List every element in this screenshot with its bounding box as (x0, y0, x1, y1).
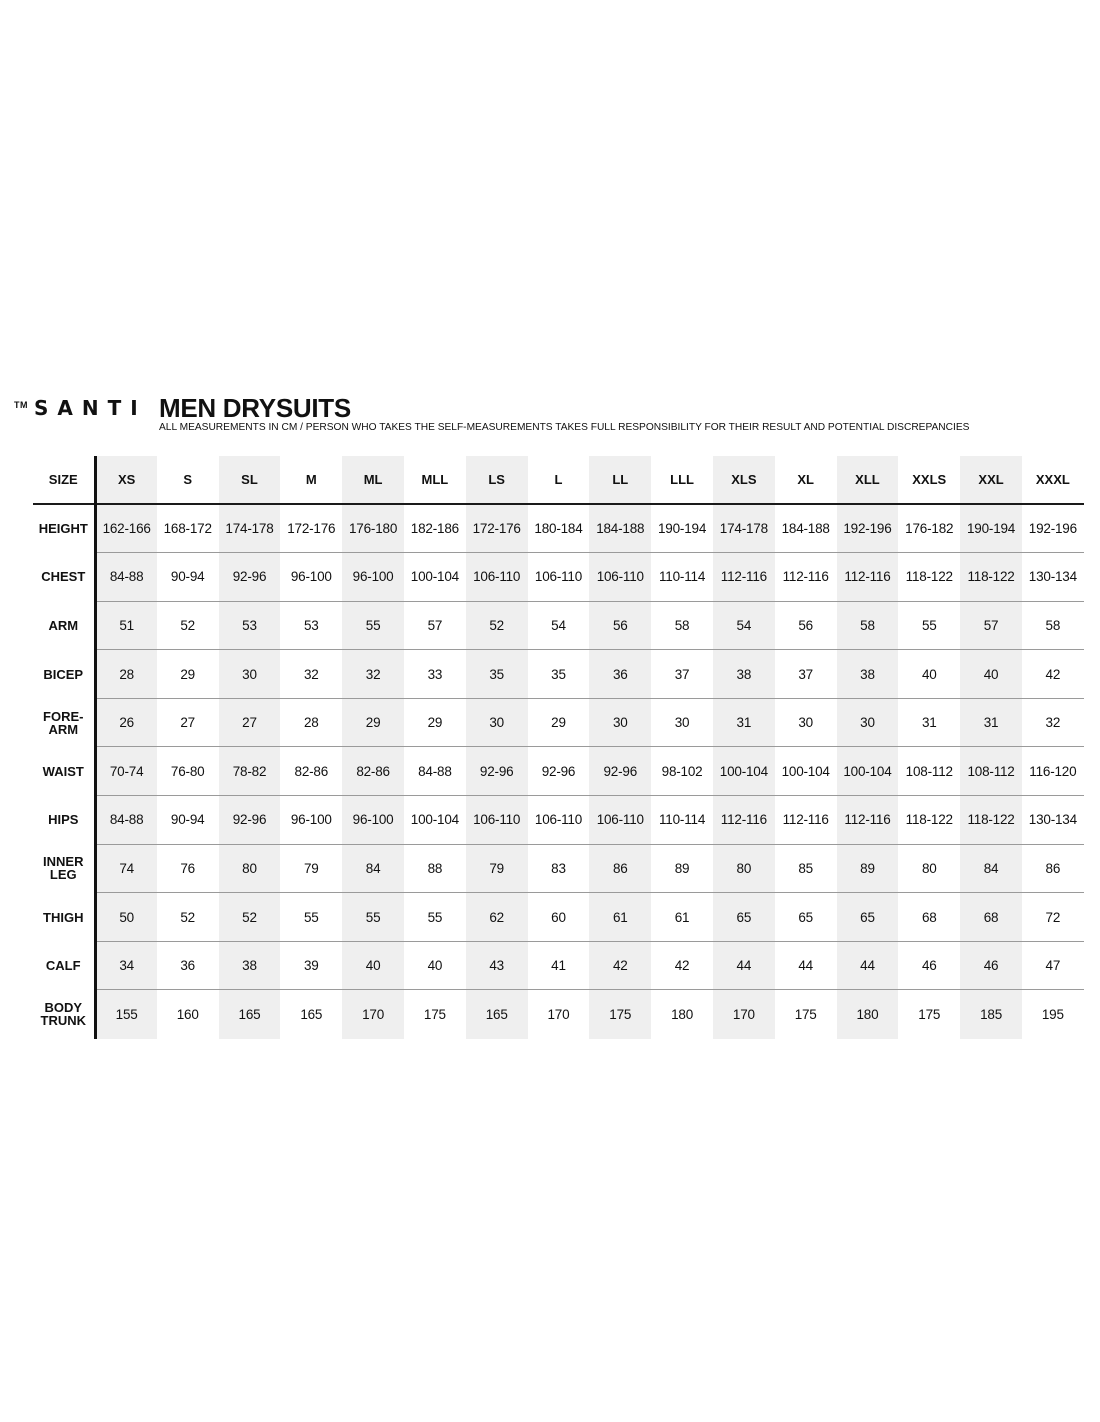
measurement-value: 29 (342, 698, 404, 747)
measurement-value: 29 (404, 698, 466, 747)
measurement-value: 184-188 (775, 504, 837, 553)
measurement-value: 52 (466, 601, 528, 650)
measurement-value: 42 (1022, 650, 1084, 699)
measurement-value: 112-116 (837, 796, 899, 845)
measurement-label: WAIST (33, 747, 95, 796)
measurement-value: 84 (342, 844, 404, 893)
measurement-row-calf (33, 941, 1084, 990)
measurement-value: 118-122 (898, 553, 960, 602)
measurement-value: 37 (651, 650, 713, 699)
measurement-value: 72 (1022, 893, 1084, 942)
measurement-value: 74 (95, 844, 157, 893)
measurement-value: 83 (528, 844, 590, 893)
measurement-value: 27 (157, 698, 219, 747)
measurement-value: 60 (528, 893, 590, 942)
size-header-lll: LLL (651, 456, 713, 504)
size-header-xxxl: XXXL (1022, 456, 1084, 504)
measurement-value: 54 (713, 601, 775, 650)
measurement-value: 52 (157, 601, 219, 650)
measurement-label: INNER LEG (33, 844, 95, 893)
measurement-value: 50 (95, 893, 157, 942)
measurement-value: 184-188 (589, 504, 651, 553)
measurement-row-arm (33, 601, 1084, 650)
measurement-value: 130-134 (1022, 796, 1084, 845)
measurement-value: 29 (157, 650, 219, 699)
size-header-xxl: XXL (960, 456, 1022, 504)
measurement-value: 165 (219, 990, 281, 1039)
measurement-value: 100-104 (837, 747, 899, 796)
measurement-value: 90-94 (157, 796, 219, 845)
measurement-value: 54 (528, 601, 590, 650)
measurement-value: 168-172 (157, 504, 219, 553)
measurement-value: 98-102 (651, 747, 713, 796)
measurement-value: 68 (898, 893, 960, 942)
measurement-label: CHEST (33, 553, 95, 602)
measurement-value: 96-100 (280, 553, 342, 602)
measurement-value: 53 (219, 601, 281, 650)
measurement-value: 172-176 (466, 504, 528, 553)
measurement-value: 31 (898, 698, 960, 747)
measurement-value: 46 (898, 941, 960, 990)
measurement-label: THIGH (33, 893, 95, 942)
measurement-value: 52 (157, 893, 219, 942)
measurement-value: 112-116 (713, 553, 775, 602)
measurement-value: 52 (219, 893, 281, 942)
size-header-ls: LS (466, 456, 528, 504)
measurement-value: 43 (466, 941, 528, 990)
measurement-value: 65 (837, 893, 899, 942)
measurement-value: 79 (280, 844, 342, 893)
measurement-value: 30 (651, 698, 713, 747)
measurement-value: 174-178 (219, 504, 281, 553)
size-chart-table (33, 456, 1084, 1039)
measurement-value: 36 (157, 941, 219, 990)
measurement-value: 40 (898, 650, 960, 699)
measurement-row-chest (33, 553, 1084, 602)
measurement-value: 80 (713, 844, 775, 893)
measurement-value: 190-194 (960, 504, 1022, 553)
measurement-value: 58 (651, 601, 713, 650)
measurement-value: 112-116 (713, 796, 775, 845)
measurement-value: 106-110 (528, 553, 590, 602)
measurement-value: 42 (651, 941, 713, 990)
measurement-value: 30 (589, 698, 651, 747)
measurement-value: 30 (219, 650, 281, 699)
measurement-row-waist (33, 747, 1084, 796)
measurement-value: 55 (342, 601, 404, 650)
measurement-value: 55 (898, 601, 960, 650)
measurement-value: 118-122 (898, 796, 960, 845)
measurement-value: 160 (176, 1006, 199, 1022)
measurement-value: 112-116 (775, 553, 837, 602)
measurement-value: 30 (466, 698, 528, 747)
size-header-mll: MLL (404, 456, 466, 504)
measurement-value: 170 (342, 990, 404, 1039)
measurement-value: 35 (528, 650, 590, 699)
measurement-row-bicep (33, 650, 1084, 699)
measurement-value: 155 (95, 990, 157, 1039)
size-chart-body (33, 504, 1084, 1039)
measurement-label: CALF (33, 941, 95, 990)
measurement-value: 175 (423, 1006, 446, 1022)
measurement-value: 170 (547, 1006, 570, 1022)
measurement-row-inner-leg (33, 844, 1084, 893)
measurement-value: 84 (960, 844, 1022, 893)
measurement-value: 44 (713, 941, 775, 990)
measurement-value: 92-96 (219, 553, 281, 602)
measurement-value: 31 (960, 698, 1022, 747)
measurement-value: 162-166 (95, 504, 157, 553)
measurement-value: 108-112 (898, 747, 960, 796)
measurement-value: 40 (960, 650, 1022, 699)
measurement-value: 55 (404, 893, 466, 942)
measurement-value: 180-184 (528, 504, 590, 553)
page-subtitle: ALL MEASUREMENTS IN CM / PERSON WHO TAKES THE SELF-MEASUREMENTS TAKES FULL RESPONSIBILITY FOR THEIR RESULT AND POTENTIAL DISCREPANCIES (159, 422, 970, 433)
measurement-value: 116-120 (1022, 747, 1084, 796)
size-header-l: L (528, 456, 590, 504)
measurement-value: 39 (280, 941, 342, 990)
measurement-value: 82-86 (280, 747, 342, 796)
measurement-value: 58 (837, 601, 899, 650)
measurement-value: 28 (95, 650, 157, 699)
measurement-value: 110-114 (651, 796, 713, 845)
size-header-row (33, 456, 1084, 504)
measurement-value: 79 (466, 844, 528, 893)
size-header-xxls: XXLS (898, 456, 960, 504)
measurement-value: 180 (837, 990, 899, 1039)
measurement-value: 44 (837, 941, 899, 990)
measurement-value: 90-94 (157, 553, 219, 602)
measurement-value: 80 (898, 844, 960, 893)
measurement-value: 106-110 (466, 553, 528, 602)
measurement-value: 44 (775, 941, 837, 990)
measurement-value: 30 (837, 698, 899, 747)
measurement-value: 27 (219, 698, 281, 747)
measurement-row-hips (33, 796, 1084, 845)
brand-logo (14, 397, 147, 419)
measurement-value: 40 (342, 941, 404, 990)
measurement-value: 190-194 (651, 504, 713, 553)
measurement-value: 82-86 (342, 747, 404, 796)
size-header-ml: ML (342, 456, 404, 504)
measurement-value: 100-104 (404, 796, 466, 845)
measurement-value: 192-196 (1022, 504, 1084, 553)
measurement-value: 89 (651, 844, 713, 893)
measurement-value: 110-114 (651, 553, 713, 602)
measurement-value: 195 (1041, 1006, 1064, 1022)
size-header-m: M (280, 456, 342, 504)
measurement-value: 30 (775, 698, 837, 747)
measurement-value: 176-182 (898, 504, 960, 553)
measurement-value: 106-110 (589, 553, 651, 602)
measurement-row-fore-arm (33, 698, 1084, 747)
measurement-value: 51 (95, 601, 157, 650)
size-header-sl: SL (219, 456, 281, 504)
measurement-value: 112-116 (775, 796, 837, 845)
measurement-value: 76-80 (157, 747, 219, 796)
size-header-xll: XLL (837, 456, 899, 504)
size-header-xl: XL (775, 456, 837, 504)
measurement-value: 84-88 (404, 747, 466, 796)
measurement-value: 100-104 (775, 747, 837, 796)
measurement-value: 56 (589, 601, 651, 650)
measurement-value: 92-96 (528, 747, 590, 796)
measurement-value: 53 (280, 601, 342, 650)
measurement-value: 192-196 (837, 504, 899, 553)
measurement-value: 36 (589, 650, 651, 699)
measurement-value: 86 (1022, 844, 1084, 893)
measurement-value: 32 (280, 650, 342, 699)
size-header-xls: XLS (713, 456, 775, 504)
measurement-value: 61 (651, 893, 713, 942)
measurement-value: 106-110 (589, 796, 651, 845)
measurement-label: FORE- ARM (33, 698, 95, 747)
measurement-value: 70-74 (95, 747, 157, 796)
measurement-value: 61 (589, 893, 651, 942)
size-header-ll: LL (589, 456, 651, 504)
measurement-value: 118-122 (960, 553, 1022, 602)
trademark-mark: TM (14, 400, 28, 410)
measurement-value: 41 (528, 941, 590, 990)
measurement-value: 100-104 (713, 747, 775, 796)
measurement-value: 38 (219, 941, 281, 990)
measurement-value: 46 (960, 941, 1022, 990)
measurement-value: 100-104 (404, 553, 466, 602)
size-header-xs: XS (95, 456, 157, 504)
measurement-row-thigh (33, 893, 1084, 942)
measurement-value: 32 (1022, 698, 1084, 747)
measurement-value: 32 (342, 650, 404, 699)
measurement-value: 31 (713, 698, 775, 747)
measurement-value: 26 (95, 698, 157, 747)
measurement-value: 33 (404, 650, 466, 699)
measurement-value: 165 (466, 990, 528, 1039)
measurement-value: 29 (528, 698, 590, 747)
measurement-value: 84-88 (95, 796, 157, 845)
measurement-label: BICEP (33, 650, 95, 699)
measurement-value: 96-100 (342, 796, 404, 845)
measurement-value: 65 (775, 893, 837, 942)
measurement-value: 38 (713, 650, 775, 699)
measurement-value: 58 (1022, 601, 1084, 650)
measurement-value: 78-82 (219, 747, 281, 796)
measurement-value: 47 (1022, 941, 1084, 990)
measurement-value: 174-178 (713, 504, 775, 553)
measurement-label: HIPS (33, 796, 95, 845)
size-corner-label: SIZE (33, 456, 95, 504)
size-header-s: S (157, 456, 219, 504)
measurement-value: 172-176 (280, 504, 342, 553)
measurement-value: 68 (960, 893, 1022, 942)
measurement-value: 76 (157, 844, 219, 893)
measurement-value: 80 (219, 844, 281, 893)
brand-wordmark: SANTI (34, 396, 147, 420)
measurement-value: 92-96 (466, 747, 528, 796)
measurement-value: 42 (589, 941, 651, 990)
measurement-value: 165 (300, 1006, 323, 1022)
measurement-value: 118-122 (960, 796, 1022, 845)
measurement-value: 170 (713, 990, 775, 1039)
measurement-value: 28 (280, 698, 342, 747)
measurement-row-height (33, 504, 1084, 553)
measurement-row-body-trunk (33, 990, 1084, 1039)
measurement-value: 38 (837, 650, 899, 699)
measurement-value: 62 (466, 893, 528, 942)
measurement-value: 176-180 (342, 504, 404, 553)
measurement-value: 35 (466, 650, 528, 699)
measurement-value: 96-100 (280, 796, 342, 845)
measurement-value: 180 (671, 1006, 694, 1022)
measurement-value: 92-96 (219, 796, 281, 845)
measurement-value: 34 (95, 941, 157, 990)
measurement-value: 65 (713, 893, 775, 942)
measurement-value: 106-110 (528, 796, 590, 845)
measurement-value: 86 (589, 844, 651, 893)
measurement-value: 55 (342, 893, 404, 942)
measurement-value: 106-110 (466, 796, 528, 845)
measurement-value: 92-96 (589, 747, 651, 796)
measurement-value: 175 (918, 1006, 941, 1022)
measurement-label: ARM (33, 601, 95, 650)
measurement-value: 88 (404, 844, 466, 893)
measurement-value: 112-116 (837, 553, 899, 602)
measurement-value: 55 (280, 893, 342, 942)
measurement-value: 130-134 (1022, 553, 1084, 602)
measurement-value: 182-186 (404, 504, 466, 553)
measurement-value: 85 (775, 844, 837, 893)
measurement-value: 89 (837, 844, 899, 893)
measurement-value: 185 (960, 990, 1022, 1039)
measurement-value: 57 (960, 601, 1022, 650)
measurement-value: 84-88 (95, 553, 157, 602)
measurement-value: 57 (404, 601, 466, 650)
measurement-value: 175 (589, 990, 651, 1039)
measurement-value: 175 (794, 1006, 817, 1022)
page-title: MEN DRYSUITS (159, 393, 351, 423)
measurement-label: HEIGHT (33, 504, 95, 553)
measurement-value: 108-112 (960, 747, 1022, 796)
measurement-value: 96-100 (342, 553, 404, 602)
measurement-value: 56 (775, 601, 837, 650)
measurement-label: BODY TRUNK (33, 990, 95, 1039)
measurement-value: 40 (404, 941, 466, 990)
measurement-value: 37 (775, 650, 837, 699)
